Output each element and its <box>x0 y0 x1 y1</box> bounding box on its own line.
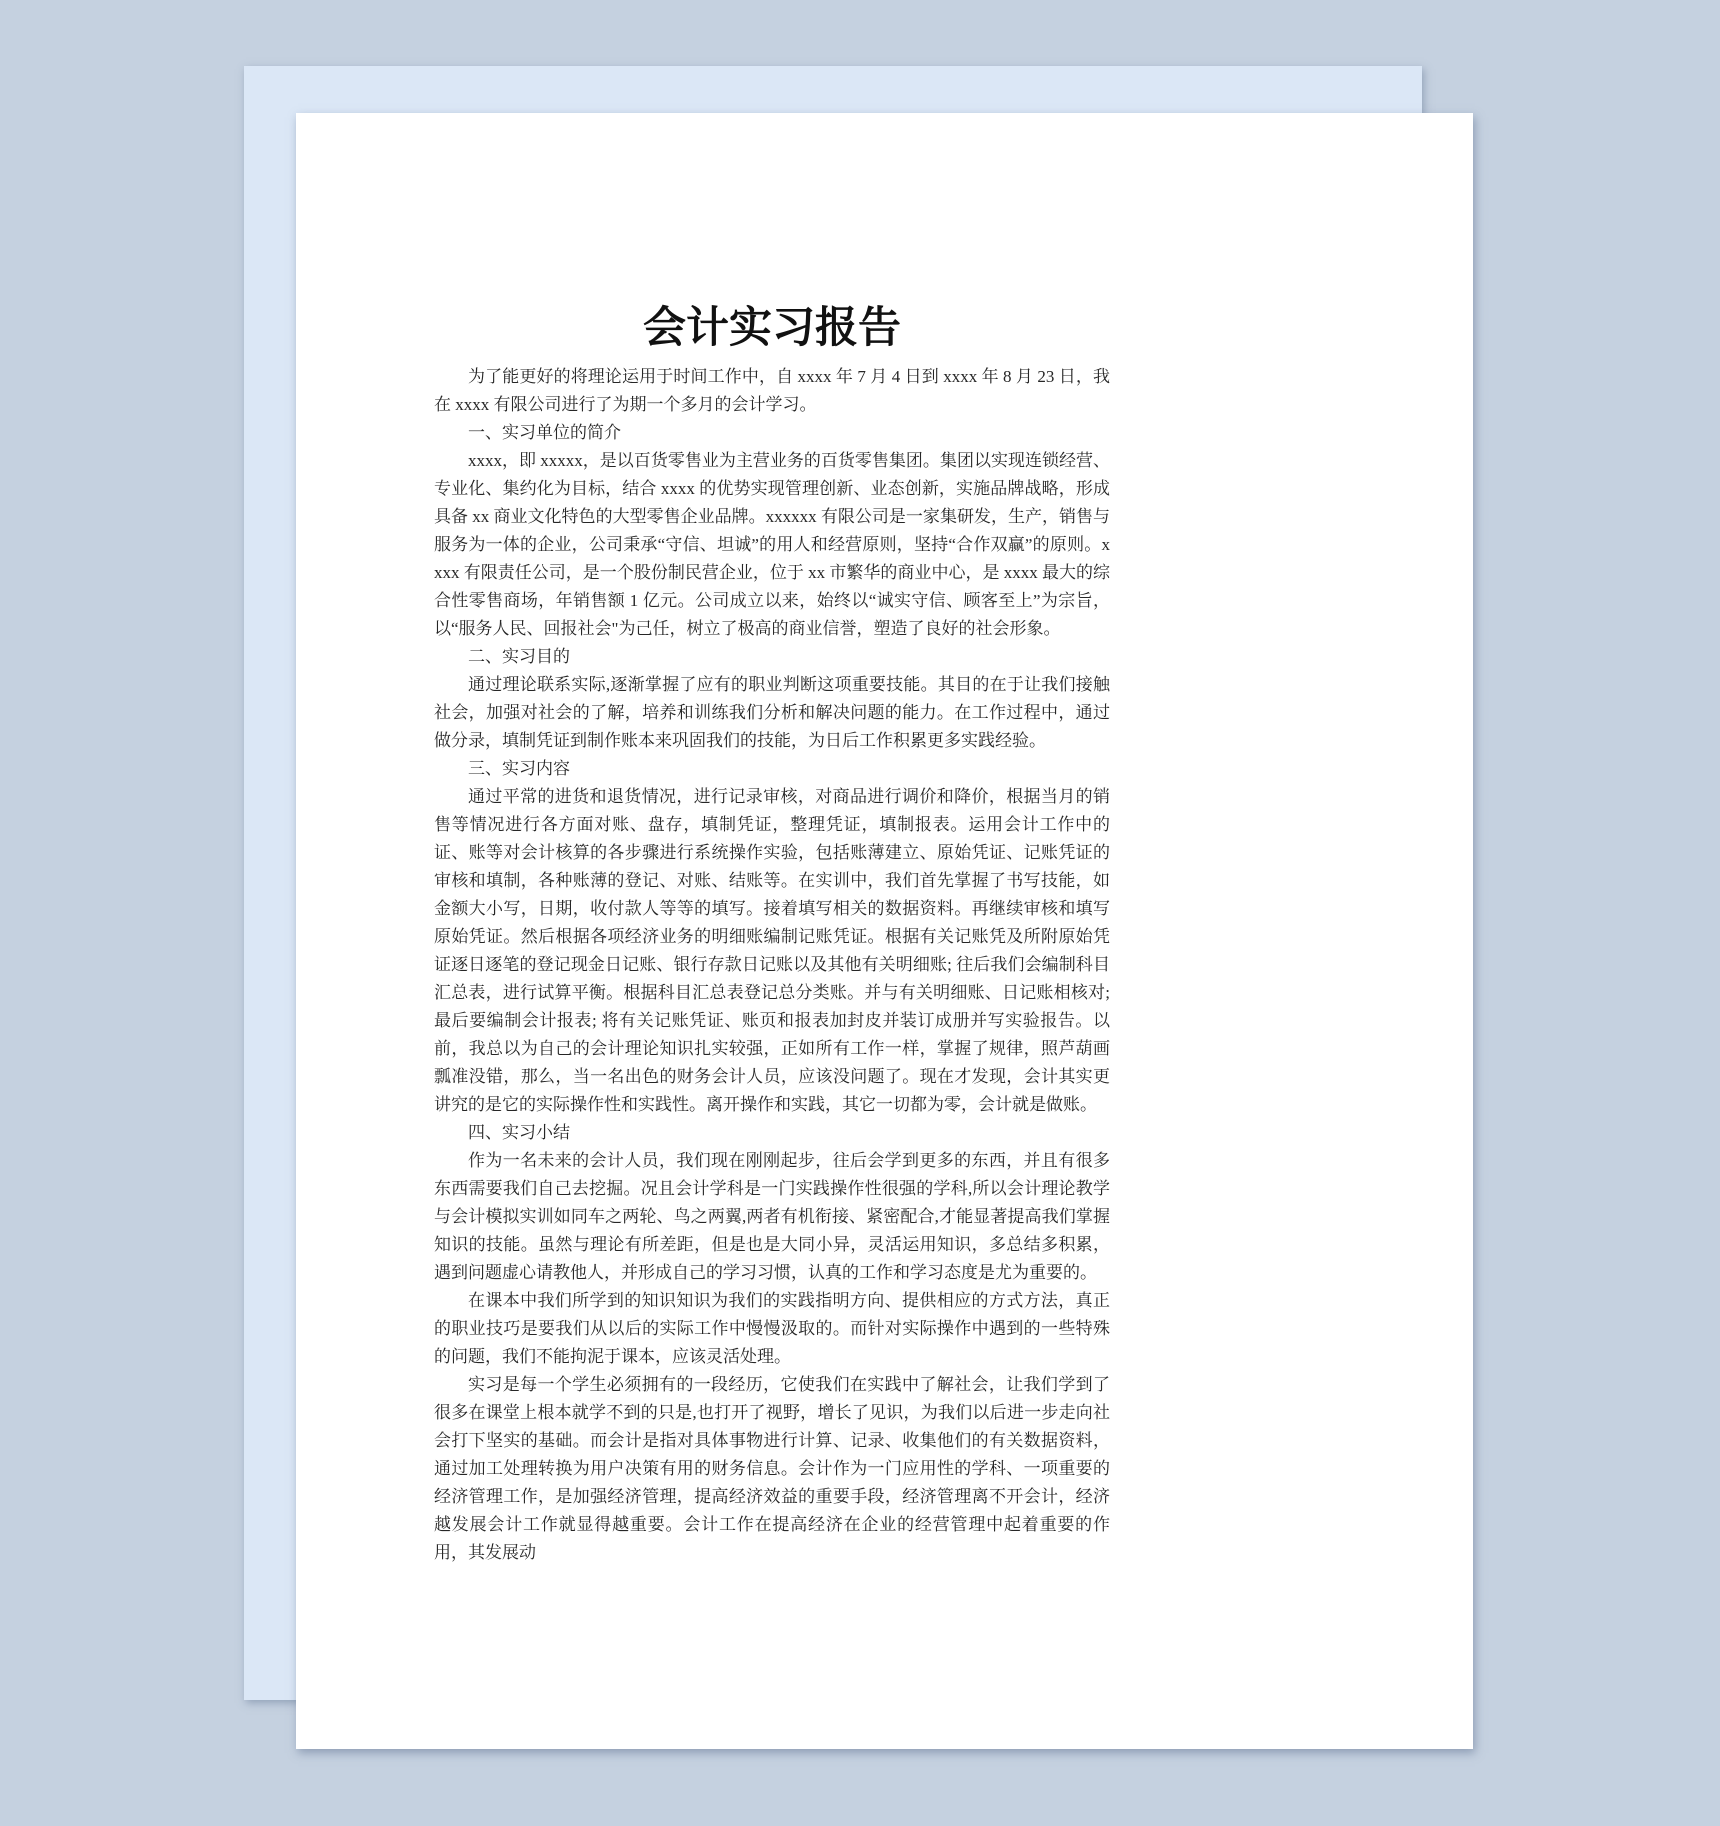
paragraph: 为了能更好的将理论运用于时间工作中，自 xxxx 年 7 月 4 日到 xxxx 年 8 月 23 日，我在 xxxx 有限公司进行了为期一个多月的会计学习。 <box>434 366 1110 414</box>
paragraph: 通过平常的进货和退货情况，进行记录审核，对商品进行调价和降价，根据当月的销售等情况进行各方面对账、盘存，填制凭证，整理凭证，填制报表。运用会计工作中的证、账等对会计核算的各步骤进行系统操作实验，包括账薄建立、原始凭证、记账凭证的审核和填制，各种账薄的登记、对账、结账等。在实训中，我们首先掌握了书写技能，如金额大小写，日期，收付款人等等的填写。接着填写相关的数据资料。再继续审核和填写原始凭证。然后根据各项经济业务的明细账编制记账凭证。根据有关记账凭及所附原始凭证逐日逐笔的登记现金日记账、银行存款日记账以及其他有关明细账; 往后我们会编制科目汇总表，进行试算平衡。根据科目汇总表登记总分类账。并与有关明细账、日记账相核对; 最后要编制会计报表; 将有关记账凭证、账页和报表加封皮并装订成册并写实验报告。以前，我总以为自己的会计理论知识扎实较强，正如所有工作一样，掌握了规律，照芦葫画瓢准没错，那么，当一名出色的财务会计人员，应该没问题了。现在才发现，会计其实更讲究的是它的实际操作性和实践性。离开操作和实践，其它一切都为零，会计就是做账。 <box>434 786 1110 1114</box>
document-content <box>434 303 1110 1567</box>
paragraph: xxxx，即 xxxxx，是以百货零售业为主营业务的百货零售集团。集团以实现连锁经营、专业化、集约化为目标，结合 xxxx 的优势实现管理创新、业态创新，实施品牌战略，形成具备 xx 商业文化特色的大型零售企业品牌。xxxxxx 有限公司是一家集研发，生产，销售与服务为一体的企业，公司秉承“守信、坦诚”的用人和经营原则，坚持“合作双赢”的原则。xxxx 有限责任公司，是一个股份制民营企业，位于 xx 市繁华的商业中心，是 xxxx 最大的综合性零售商场，年销售额 1 亿元。公司成立以来，始终以“诚实守信、顾客至上”为宗旨，以“服务人民、回报社会"为己任，树立了极高的商业信誉，塑造了良好的社会形象。 <box>434 450 1110 638</box>
section-heading: 四、实习小结 <box>468 1122 570 1142</box>
document-body <box>434 363 1110 1567</box>
paragraph: 作为一名未来的会计人员，我们现在刚刚起步，往后会学到更多的东西，并且有很多东西需要我们自己去挖掘。况且会计学科是一门实践操作性很强的学科,所以会计理论教学与会计模拟实训如同车之两轮、鸟之两翼,两者有机衔接、紧密配合,才能显著提高我们掌握知识的技能。虽然与理论有所差距，但是也是大同小异，灵活运用知识，多总结多积累，遇到问题虚心请教他人，并形成自己的学习习惯，认真的工作和学习态度是尤为重要的。 <box>434 1150 1110 1282</box>
paragraph: 通过理论联系实际,逐渐掌握了应有的职业判断这项重要技能。其目的在于让我们接触社会，加强对社会的了解，培养和训练我们分析和解决问题的能力。在工作过程中，通过做分录，填制凭证到制作账本来巩固我们的技能，为日后工作积累更多实践经验。 <box>434 674 1110 750</box>
section-heading: 一、实习单位的简介 <box>468 422 621 442</box>
paragraph: 在课本中我们所学到的知识知识为我们的实践指明方向、提供相应的方式方法，真正的职业技巧是要我们从以后的实际工作中慢慢汲取的。而针对实际操作中遇到的一些特殊的问题，我们不能拘泥于课本，应该灵活处理。 <box>434 1290 1110 1366</box>
document-title: 会计实习报告 <box>643 305 901 352</box>
section-heading: 三、实习内容 <box>468 758 570 778</box>
document-page <box>296 113 1473 1749</box>
paragraph: 实习是每一个学生必须拥有的一段经历，它使我们在实践中了解社会，让我们学到了很多在课堂上根本就学不到的只是,也打开了视野，增长了见识，为我们以后进一步走向社会打下坚实的基础。而会计是指对具体事物进行计算、记录、收集他们的有关数据资料，通过加工处理转换为用户决策有用的财务信息。会计作为一门应用性的学科、一项重要的经济管理工作，是加强经济管理，提高经济效益的重要手段，经济管理离不开会计，经济越发展会计工作就显得越重要。会计工作在提高经济在企业的经营管理中起着重要的作用，其发展动 <box>434 1374 1110 1562</box>
section-heading: 二、实习目的 <box>468 646 570 666</box>
